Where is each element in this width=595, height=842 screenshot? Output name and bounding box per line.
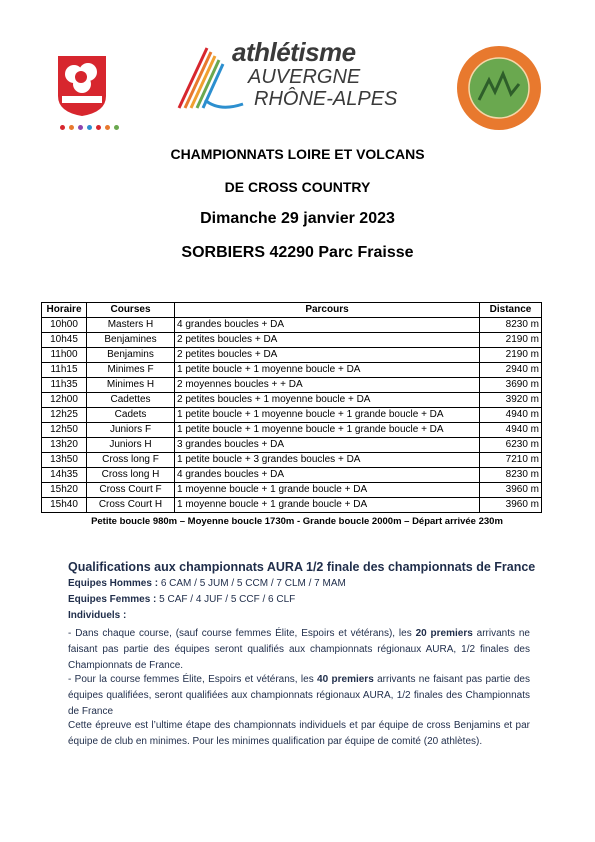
cell-time: 12h25: [42, 408, 87, 423]
header-parcours: Parcours: [175, 303, 480, 318]
teams-women-value: 5 CAF / 4 JUF / 5 CCF / 6 CLF: [159, 594, 296, 605]
table-row: [42, 423, 542, 438]
table-row: [42, 318, 542, 333]
teams-men-label: Equipes Hommes :: [68, 578, 159, 589]
cell-parcours: 2 petites boucles + DA: [175, 348, 480, 363]
cell-course: Juniors F: [87, 423, 175, 438]
para2-highlight: 40 premiers: [317, 674, 374, 685]
cell-parcours: 2 petites boucles + 1 moyenne boucle + DA: [175, 393, 480, 408]
cell-time: 12h50: [42, 423, 87, 438]
logo-color-dots: [60, 125, 120, 133]
table-row: [42, 378, 542, 393]
individuals-paragraph-2: [68, 672, 530, 720]
cell-course: Benjamins: [87, 348, 175, 363]
cell-distance: 6230 m: [480, 438, 542, 453]
cell-time: 10h00: [42, 318, 87, 333]
brand-wordmark: [232, 38, 402, 110]
brand-line-1: athlétisme: [232, 37, 356, 67]
teams-women-label: Equipes Femmes :: [68, 594, 157, 605]
cell-distance: 4940 m: [480, 423, 542, 438]
cell-parcours: 1 petite boucle + 1 moyenne boucle + DA: [175, 363, 480, 378]
cell-time: 15h40: [42, 498, 87, 513]
cell-course: Cross long F: [87, 453, 175, 468]
cell-distance: 3920 m: [480, 393, 542, 408]
title-venue: SORBIERS 42290 Parc Fraisse: [181, 244, 414, 261]
cell-time: 15h20: [42, 483, 87, 498]
cell-time: 11h00: [42, 348, 87, 363]
table-header-row: [42, 303, 542, 318]
cell-time: 13h50: [42, 453, 87, 468]
title-championship: CHAMPIONNATS LOIRE ET VOLCANS: [170, 146, 425, 162]
header-distance: Distance: [480, 303, 542, 318]
table-row: [42, 333, 542, 348]
cell-course: Cadettes: [87, 393, 175, 408]
cell-course: Cadets: [87, 408, 175, 423]
schedule-table: [41, 302, 542, 513]
para1-text-c: arrivants ne faisant pas partie des équipes seront qualifiés aux championnats régionaux AURA, 1/2 finales des Championnats de France.: [68, 628, 530, 671]
cell-parcours: 1 petite boucle + 1 moyenne boucle + 1 grande boucle + DA: [175, 408, 480, 423]
cell-course: Masters H: [87, 318, 175, 333]
table-row: [42, 348, 542, 363]
cell-course: Cross Court F: [87, 483, 175, 498]
table-row: [42, 438, 542, 453]
cell-parcours: 4 grandes boucles + DA: [175, 318, 480, 333]
cell-distance: 2190 m: [480, 348, 542, 363]
cell-distance: 3690 m: [480, 378, 542, 393]
cell-distance: 7210 m: [480, 453, 542, 468]
title-discipline: DE CROSS COUNTRY: [224, 179, 371, 195]
cell-time: 12h00: [42, 393, 87, 408]
cell-distance: 2940 m: [480, 363, 542, 378]
final-stage-paragraph: Cette épreuve est l’ultime étape des championnats individuels et par équipe de cross Benjamins et par équipe de club en minimes. Pour les minimes qualification par équipe de comité (20 athlètes).: [68, 720, 530, 747]
brand-line-3: RHÔNE-ALPES: [254, 88, 398, 110]
cell-distance: 8230 m: [480, 318, 542, 333]
cell-distance: 2190 m: [480, 333, 542, 348]
cell-course: Minimes F: [87, 363, 175, 378]
table-row: [42, 483, 542, 498]
para2-text-c: arrivants ne faisant pas partie des équipes qualifiées, seront qualifiées aux championnats régionaux AURA, 1/2 finales des Championnats de France: [68, 674, 530, 717]
table-row: [42, 453, 542, 468]
teams-men-line: [68, 578, 346, 589]
cell-parcours: 1 moyenne boucle + 1 grande boucle + DA: [175, 483, 480, 498]
loops-distance-note: Petite boucle 980m – Moyenne boucle 1730m - Grande boucle 2000m – Départ arrivée 230m: [91, 516, 503, 527]
cell-parcours: 1 petite boucle + 3 grandes boucles + DA: [175, 453, 480, 468]
header-courses: Courses: [87, 303, 175, 318]
cell-time: 14h35: [42, 468, 87, 483]
club-logo-left: [52, 52, 112, 118]
teams-men-value: 6 CAM / 5 JUM / 5 CCM / 7 CLM / 7 MAM: [160, 578, 346, 589]
cell-parcours: 3 grandes boucles + DA: [175, 438, 480, 453]
cell-course: Minimes H: [87, 378, 175, 393]
cell-distance: 4940 m: [480, 408, 542, 423]
para1-highlight: 20 premiers: [415, 628, 473, 639]
cell-time: 13h20: [42, 438, 87, 453]
cell-parcours: 2 moyennes boucles + + DA: [175, 378, 480, 393]
para2-text-a: - Pour la course femmes Élite, Espoirs et vétérans, les: [68, 674, 318, 685]
table-row: [42, 393, 542, 408]
cell-course: Juniors H: [87, 438, 175, 453]
cell-time: 10h45: [42, 333, 87, 348]
cell-parcours: 2 petites boucles + DA: [175, 333, 480, 348]
individuals-paragraph-1: [68, 626, 530, 674]
cell-course: Cross long H: [87, 468, 175, 483]
cell-parcours: 4 grandes boucles + DA: [175, 468, 480, 483]
table-row: [42, 408, 542, 423]
teams-women-line: [68, 594, 295, 605]
cell-parcours: 1 petite boucle + 1 moyenne boucle + 1 grande boucle + DA: [175, 423, 480, 438]
cell-distance: 8230 m: [480, 468, 542, 483]
individuals-label: Individuels :: [68, 610, 127, 621]
cell-course: Cross Court H: [87, 498, 175, 513]
para1-text-a: - Dans chaque course, (sauf course femmes Élite, Espoirs et vétérans), les: [68, 628, 416, 639]
cell-course: Benjamines: [87, 333, 175, 348]
table-row: [42, 498, 542, 513]
cell-distance: 3960 m: [480, 498, 542, 513]
cell-time: 11h15: [42, 363, 87, 378]
committee-logo-right: [455, 44, 543, 132]
cell-parcours: 1 moyenne boucle + 1 grande boucle + DA: [175, 498, 480, 513]
table-row: [42, 468, 542, 483]
qualification-title: Qualifications aux championnats AURA 1/2 finale des championnats de France: [68, 560, 536, 574]
brand-line-2: AUVERGNE: [248, 66, 361, 88]
title-date: Dimanche 29 janvier 2023: [200, 210, 395, 227]
cell-distance: 3960 m: [480, 483, 542, 498]
table-row: [42, 363, 542, 378]
header-horaire: Horaire: [42, 303, 87, 318]
cell-time: 11h35: [42, 378, 87, 393]
